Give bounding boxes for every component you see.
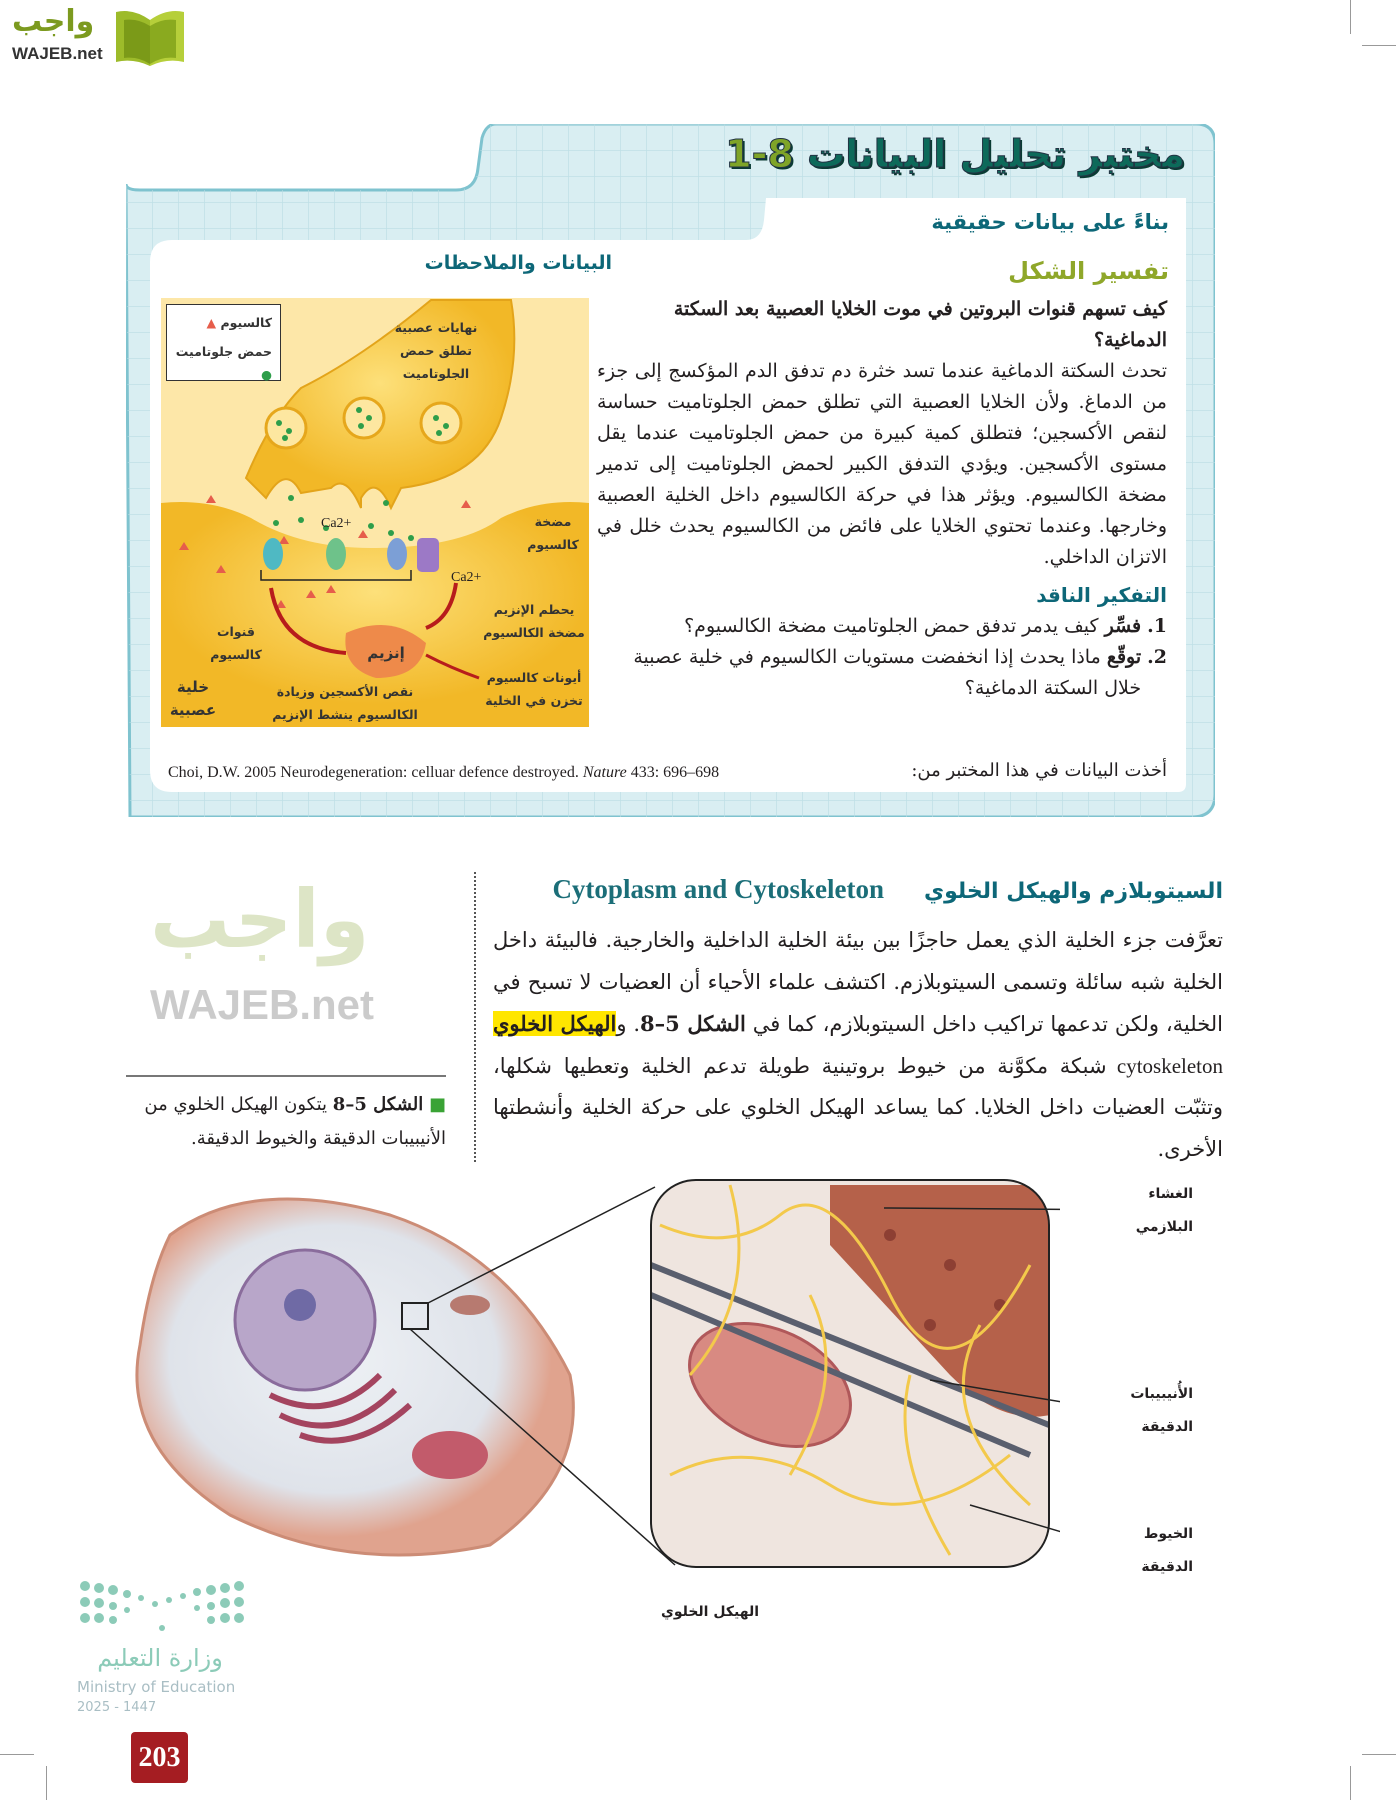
crop-mark xyxy=(46,1766,47,1800)
ministry-logo xyxy=(75,1578,250,1723)
crop-mark xyxy=(1362,1754,1396,1755)
citation-journal: Nature xyxy=(582,764,627,781)
logo-arabic: واجب xyxy=(12,4,95,39)
cell-illustration xyxy=(130,1175,1060,1575)
label-nerve-endings: نهايات عصبية تطلق حمض الجلوتاميت xyxy=(394,320,478,381)
citation-text: Choi, D.W. 2005 Neurodegeneration: celluar defence destroyed. xyxy=(168,764,579,781)
watermark xyxy=(150,870,450,1040)
paragraph-text: شبكة مكوَّنة من خيوط بروتينية طويلة تدعم الخلية وتعطيها شكلها، وتثبّت العضيات داخل الخلايا. كما يساعد الهيكل الخلوي على حركة الخلية وأنشطتها الأخرى. xyxy=(493,1053,1223,1161)
ministry-year: 2025 - 1447 xyxy=(77,1700,157,1715)
dot-icon: ● xyxy=(261,367,272,382)
label-nerve-cell: خلية عصبية xyxy=(169,678,217,719)
term-english: cytoskeleton xyxy=(1106,1053,1224,1078)
crop-mark xyxy=(1350,1766,1351,1800)
diagram-legend xyxy=(166,304,281,381)
lab-paragraph: تحدث السكتة الدماغية عندما تسد خثرة دم تدفق الدم المؤكسج إلى جزء من الدماغ. ولأن الخلايا العصبية التي تطلق حمض الجلوتاميت حساسة لنقص الأكسجين؛ فتطلق كمية كبيرة من حمض الجلوتاميت عندما يقل مستوى الأكسجين. ويؤدي التدفق الكبير لحمض الجلوتاميت إلى تدمير مضخة الكالسيوم. ويؤثر هذا في حركة الكالسيوم داخل الخلية العصبية وخارجها. وعندما تحتوي الخلايا على فائض من الكالسيوم يحدث خلل في الاتزان الداخلي. xyxy=(597,360,1167,568)
crop-mark xyxy=(1350,0,1351,34)
paragraph-text: تعرَّفت جزء الخلية الذي يعمل حاجزًا بين بيئة الخلية الداخلية والخارجية. فالبيئة داخل الخلية شبه سائلة وتسمى السيتوبلازم. اكتشف علماء الأحياء أن العضيات لا تسبح في الخلية، ولكن تدعمها تراكيب داخل السيتوبلازم، كما في xyxy=(493,928,1223,1037)
section-paragraph xyxy=(493,920,1223,1171)
figure-reference-link[interactable]: الشكل 5–8 xyxy=(640,1011,746,1037)
section-title-arabic: السيتوبلازم والهيكل الخلوي xyxy=(923,879,1223,904)
question-number: 2. xyxy=(1147,646,1167,668)
triangle-icon: ▲ xyxy=(206,315,217,330)
label-enzyme-destroys-pump: يحطم الإنزيم مضخة الكالسيوم xyxy=(483,602,585,640)
label-enzyme: إنزيم xyxy=(367,644,405,662)
label-microfilaments: الخيوط الدقيقة xyxy=(1141,1526,1193,1575)
legend-calcium: كالسيوم xyxy=(220,315,272,330)
label-ca-ion: Ca2+ xyxy=(321,516,352,531)
critical-thinking-heading: التفكير الناقد xyxy=(1036,583,1167,607)
lab-question: كيف تسهم قنوات البروتين في موت الخلايا العصبية بعد السكتة الدماغية؟ xyxy=(673,298,1167,351)
lab-subtitle: بناءً على بيانات حقيقية xyxy=(931,210,1169,234)
question-text: كيف يدمر تدفق حمض الجلوتاميت مضخة الكالسيوم؟ xyxy=(684,615,1099,637)
label-calcium-stored: أيونات كالسيوم تخزن في الخلية xyxy=(485,670,583,708)
square-icon: ■ xyxy=(428,1094,446,1115)
section-heading xyxy=(483,874,1223,905)
crop-mark xyxy=(1362,45,1396,46)
source-citation xyxy=(168,764,719,782)
label-ca-ion: Ca2+ xyxy=(451,570,482,585)
label-calcium-channels: قنوات كالسيوم xyxy=(210,624,262,662)
questions-list xyxy=(597,611,1167,704)
legend-glutamate: حمض جلوتاميت xyxy=(175,344,272,359)
ministry-name-english: Ministry of Education xyxy=(77,1678,236,1696)
lab-title-text: مختبر تحليل البيانات xyxy=(807,132,1185,176)
label-cytoskeleton: الهيكل الخلوي xyxy=(661,1604,759,1620)
page-number: 203 xyxy=(131,1732,188,1783)
figure-caption xyxy=(126,1088,446,1156)
question-1 xyxy=(597,611,1167,642)
caption-rule xyxy=(126,1075,446,1077)
lab-number: 8-1 xyxy=(725,132,794,176)
label-plasma-membrane: الغشاء البلازمي xyxy=(1135,1186,1193,1235)
data-analysis-lab xyxy=(126,124,1215,817)
interpret-heading: تفسير الشكل xyxy=(1008,257,1169,285)
figure-label: الشكل 5–8 xyxy=(332,1094,424,1115)
citation-pages: 433: 696–698 xyxy=(630,764,720,781)
book-icon xyxy=(108,6,193,68)
label-microtubules: الأُنيبيبات الدقيقة xyxy=(1130,1386,1193,1435)
caption-text: يتكون الهيكل الخلوي من الأنيبيبات الدقيقة والخيوط الدقيقة. xyxy=(144,1094,446,1149)
highlighted-term: الهيكل الخلوي xyxy=(493,1011,617,1037)
crop-mark xyxy=(0,1754,34,1755)
ministry-dots-icon xyxy=(75,1578,250,1638)
paragraph-text: . و xyxy=(616,1012,641,1037)
dotted-divider xyxy=(474,872,476,1162)
watermark-arabic: واجب xyxy=(150,873,370,966)
ministry-name-arabic: وزارة التعليم xyxy=(97,1644,223,1672)
question-2 xyxy=(597,642,1167,704)
lab-title xyxy=(711,132,1185,176)
question-verb: توقّع xyxy=(1106,646,1142,668)
synapse-diagram xyxy=(161,298,589,727)
question-number: 1. xyxy=(1147,615,1167,637)
label-oxygen-lack: نقص الأكسجين وزيادة الكالسيوم ينشط الإنزيم xyxy=(272,684,418,722)
source-label: أخذت البيانات في هذا المختبر من: xyxy=(911,760,1167,781)
watermark-latin: WAJEB.net xyxy=(150,981,375,1028)
question-text: ماذا يحدث إذا انخفضت مستويات الكالسيوم في خلية عصبية خلال السكتة الدماغية؟ xyxy=(633,646,1142,699)
data-observations-heading: البيانات والملاحظات xyxy=(424,252,612,274)
logo-latin: WAJEB.net xyxy=(12,44,103,63)
wajeb-logo[interactable] xyxy=(8,4,193,70)
label-calcium-pump: مضخة كالسيوم xyxy=(527,514,579,552)
lab-text xyxy=(597,294,1167,704)
question-verb: فسِّر xyxy=(1104,615,1142,637)
section-title-english: Cytoplasm and Cytoskeleton xyxy=(552,874,884,904)
